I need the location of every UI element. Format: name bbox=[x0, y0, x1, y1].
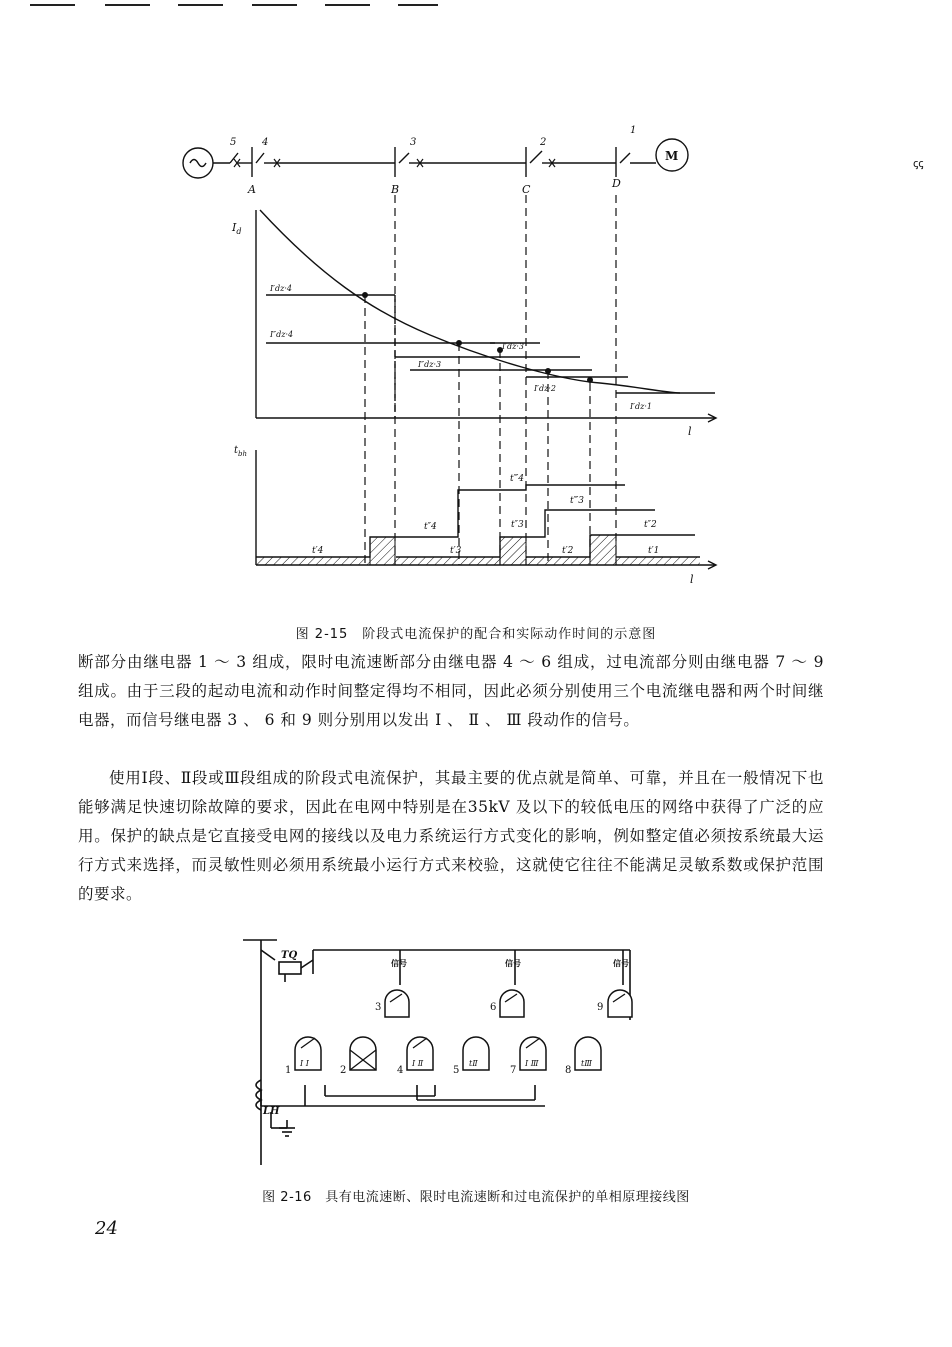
motor-label: M bbox=[665, 149, 679, 163]
figure-2-16-caption: 图 2-16 具有电流速断、限时电流速断和过电流保护的单相原理接线图 bbox=[262, 1190, 690, 1205]
intersection-point-5 bbox=[587, 377, 593, 383]
top-rule-5 bbox=[325, 4, 370, 6]
figure-2-16 bbox=[235, 930, 655, 1175]
signal-label-1: 信号 bbox=[391, 958, 407, 968]
breaker-1-label: 1 bbox=[630, 125, 637, 136]
relay-5-number: 5 bbox=[453, 1065, 460, 1076]
relay-3-number: 3 bbox=[375, 1002, 382, 1013]
current-axis-label: $I_d$ bbox=[232, 221, 242, 236]
label-idz4-prime: I′dz·4 bbox=[270, 284, 292, 293]
ct-label: LH bbox=[263, 1106, 280, 1117]
top-rule-3 bbox=[178, 4, 223, 6]
intersection-point-1 bbox=[362, 292, 368, 298]
top-rule-1 bbox=[30, 4, 75, 6]
relay-8-text: tⅢ bbox=[581, 1059, 592, 1068]
breaker-5-label: 5 bbox=[230, 137, 237, 148]
relay-1-text: I Ⅰ bbox=[300, 1059, 309, 1068]
breaker-2-label: 2 bbox=[540, 137, 547, 148]
label-t1-prime: t′1 bbox=[648, 546, 660, 556]
signal-label-2: 信号 bbox=[505, 958, 521, 968]
top-rule-2 bbox=[105, 4, 150, 6]
bus-a-label: A bbox=[248, 183, 256, 196]
relay-4-number: 4 bbox=[397, 1065, 404, 1076]
label-t3-triple: t‴3 bbox=[570, 496, 585, 506]
body-paragraph-1: 断部分由继电器 1 ～ 3 组成，限时电流速断部分由继电器 4 ～ 6 组成，过电流部分则由继电器 7 ～ 9 组成。由于三段的起动电流和动作时间整定得均不相同，因此必须分别使用三个电流继电器和两个时间继电器，而信号继电器 3 、 6 和 9 则分别用以发出 Ⅰ 、 Ⅱ 、 Ⅲ 段动作的信号。 bbox=[78, 653, 824, 729]
bus-b-label: B bbox=[391, 183, 400, 196]
fault-current-curve bbox=[260, 210, 680, 393]
relay-1-number: 1 bbox=[285, 1065, 292, 1076]
body-paragraph-2: 使用Ⅰ段、Ⅱ段或Ⅲ段组成的阶段式电流保护，其最主要的优点就是简单、可靠，并且在一般情况下也能够满足快速切除故障的要求，因此在电网中特别是在35kV 及以下的较低电压的网络中获得了广泛的应用。保护的缺点是它直接受电网的接线以及电力系统运行方式变化的影响，例如整定值必须按系统最大运行方式来选择，而灵敏性则必须用系统最小运行方式来校验，这就使它往往不能满足灵敏系数或保护范围的要求。 bbox=[78, 769, 824, 903]
intersection-point-4 bbox=[545, 368, 551, 374]
relay-7-text: I Ⅲ bbox=[525, 1059, 539, 1068]
label-t2-prime: t′2 bbox=[562, 546, 574, 556]
label-t3-double: t″3 bbox=[511, 520, 524, 530]
label-idz3-prime: I′dz·3 bbox=[502, 342, 524, 351]
label-t4-double: t″4 bbox=[424, 522, 437, 532]
label-t4-prime: t′4 bbox=[312, 546, 324, 556]
x-axis-label-top: l bbox=[688, 425, 692, 438]
figure-2-15 bbox=[170, 125, 730, 595]
relay-4-text: I Ⅱ bbox=[412, 1059, 424, 1068]
page-number: 24 bbox=[95, 1218, 118, 1239]
intersection-point-2 bbox=[456, 340, 462, 346]
trip-coil-label: TQ bbox=[281, 950, 298, 961]
relay-9-number: 9 bbox=[597, 1002, 604, 1013]
bus-d-label: D bbox=[612, 177, 621, 190]
breaker-4-label: 4 bbox=[262, 137, 269, 148]
label-t2-double: t″2 bbox=[644, 520, 657, 530]
figure-2-15-caption: 图 2-15 阶段式电流保护的配合和实际动作时间的示意图 bbox=[295, 627, 657, 642]
relay-2-number: 2 bbox=[340, 1065, 347, 1076]
label-t4-triple: t‴4 bbox=[510, 474, 525, 484]
side-mark: ꞔꞔ bbox=[913, 157, 924, 170]
label-idz1-prime: I′dz·1 bbox=[630, 402, 652, 411]
relay-6-number: 6 bbox=[490, 1002, 497, 1013]
label-t3-prime: t′3 bbox=[450, 546, 462, 556]
label-idz2-prime: I′dz·2 bbox=[534, 384, 556, 393]
breaker-3-label: 3 bbox=[410, 137, 417, 148]
relay-8-number: 8 bbox=[565, 1065, 572, 1076]
signal-label-3: 信号 bbox=[613, 958, 629, 968]
top-rule-4 bbox=[252, 4, 297, 6]
label-idz3-double: I″dz·3 bbox=[418, 360, 442, 369]
bus-c-label: C bbox=[522, 183, 531, 196]
label-idz4-double: I″dz·4 bbox=[270, 330, 294, 339]
top-rule-6 bbox=[398, 4, 438, 6]
relay-5-text: tⅡ bbox=[469, 1059, 478, 1068]
relay-7-number: 7 bbox=[510, 1065, 517, 1076]
x-axis-label-bottom: l bbox=[690, 573, 694, 586]
time-axis-label: $t_{bh}$ bbox=[234, 445, 248, 458]
trip-coil bbox=[279, 962, 301, 974]
